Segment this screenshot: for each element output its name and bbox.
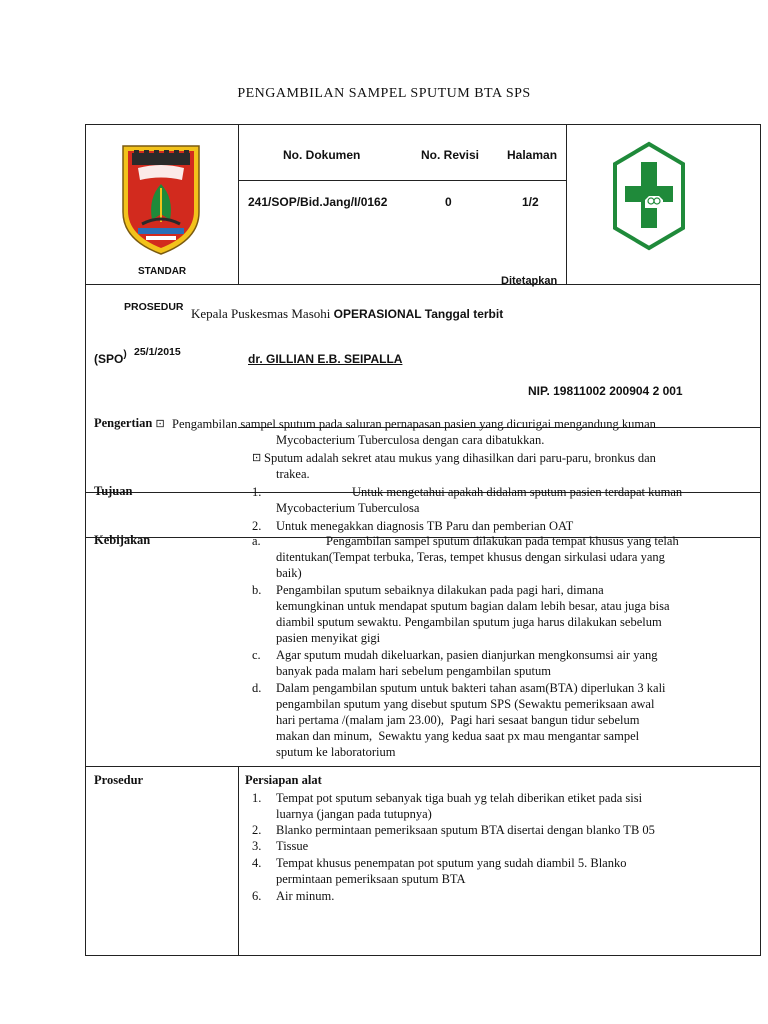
prosedur-item-1-line1: Tempat pot sputum sebanyak tiga buah yg telah diberikan etiket pada sisi: [276, 791, 643, 805]
kebijakan-c-line2: banyak pada malam hari sebelum pengambilan sputum: [276, 664, 551, 678]
kebijakan-c-line1: Agar sputum mudah dikeluarkan, pasien dianjurkan mengkonsumsi air yang: [276, 648, 658, 662]
bullet-icon: ⊡: [252, 452, 262, 464]
header-divider-left: [238, 124, 239, 284]
kebijakan-d-line5: sputum ke laboratorium: [276, 745, 396, 759]
prosedur-num-2: 2.: [252, 823, 262, 837]
table-border-left: [85, 124, 86, 956]
prosedur-num-1: 1.: [252, 791, 262, 805]
kebijakan-b-line3: diambil sputum sewaktu. Pengambilan sputum juga harus dilakukan sebelum: [276, 615, 662, 629]
tujuan-item-1: Untuk mengetahui apakah didalam sputum pasien terdapat kuman: [352, 485, 683, 499]
tujuan-num-2: 2.: [252, 519, 262, 533]
prosedur-item-4-line1: Tempat khusus penempatan pot sputum yang sudah diambil 5. Blanko: [276, 856, 627, 870]
persiapan-alat-heading: Persiapan alat: [245, 773, 322, 787]
prosedur-divider: [238, 766, 239, 956]
document-title: PENGAMBILAN SAMPEL SPUTUM BTA SPS: [237, 86, 531, 101]
ditetapkan-label: Ditetapkan: [501, 275, 558, 287]
kebijakan-b-line2: kemungkinan untuk mendapat sputum bagian dalam lebih besar, atau juga bisa: [276, 599, 670, 613]
kepala-label: Kepala Puskesmas Masohi: [191, 306, 331, 321]
puskesmas-logo-svg: [611, 140, 687, 252]
prosedur-line: [85, 766, 761, 767]
prosedur-item-3: Tissue: [276, 839, 309, 853]
kebijakan-a-line1: Pengambilan sampel sputum dilakukan pada tempat khusus yang telah: [326, 534, 679, 548]
col-revisi-label: No. Revisi: [421, 148, 480, 162]
nip-value: NIP. 19811002 200904 2 001: [528, 384, 683, 398]
kebijakan-num-c: c.: [252, 648, 261, 662]
prosedur-item-1-line2: luarnya (jangan pada tutupnya): [276, 807, 432, 821]
col-halaman-label: Halaman: [507, 148, 558, 162]
kebijakan-d-line3: hari pertama /(malam jam 23.00), Pagi hari sesaat bangun tidur sebelum: [276, 713, 640, 727]
regency-crest-logo: [118, 140, 204, 258]
puskesmas-logo: [611, 140, 687, 252]
kebijakan-num-a: a.: [252, 534, 261, 548]
kepala-puskesmas-line: [191, 306, 503, 322]
tanggal-terbit-value: 25/1/2015: [134, 346, 181, 358]
pengertian-item-1-cont: Mycobacterium Tuberculosa dengan cara dibatukkan.: [276, 433, 545, 447]
prosedur-label: Prosedur: [94, 773, 144, 787]
kebijakan-num-b: b.: [252, 583, 262, 597]
prosedur-item-6: Air minum.: [276, 889, 335, 903]
tujuan-item-2: Untuk menegakkan diagnosis TB Paru dan pemberian OAT: [276, 519, 574, 533]
header-divider-right: [566, 124, 567, 284]
kebijakan-label: Kebijakan: [94, 533, 151, 547]
prosedur-item-2: Blanko permintaan pemeriksaan sputum BTA disertai dengan blanko TB 05: [276, 823, 655, 837]
kebijakan-a-line3: baik): [276, 566, 302, 580]
spo-label: [94, 349, 127, 366]
spo-close: ): [123, 349, 127, 360]
regency-crest-svg: [118, 140, 204, 258]
prosedur-num-6: 6.: [252, 889, 262, 903]
kebijakan-d-line2: pengambilan sputum yang disebut sputum SPS (Sewaktu pemeriksaan awal: [276, 697, 655, 711]
tujuan-num-1: 1.: [252, 485, 262, 499]
kebijakan-a-line2: ditentukan(Tempat terbuka, Teras, tempet khusus dengan sirkulasi udara yang: [276, 550, 665, 564]
pengertian-label-text: Pengertian: [94, 416, 153, 430]
kepala-name: dr. GILLIAN E.B. SEIPALLA: [248, 352, 403, 366]
operasional-label: OPERASIONAL Tanggal terbit: [333, 307, 504, 321]
bullet-icon: ⊡: [155, 418, 165, 430]
header-bottom-line: [85, 284, 761, 285]
table-border-right: [760, 124, 761, 956]
col-dokumen-label: No. Dokumen: [283, 148, 361, 162]
pengertian-item-2: Sputum adalah sekret atau mukus yang dihasilkan dari paru-paru, bronkus dan: [264, 451, 656, 465]
revisi-value: 0: [445, 195, 452, 209]
kebijakan-d-line4: makan dan minum, Sewaktu yang kedua saat px mau mengantar sampel: [276, 729, 640, 743]
halaman-value: 1/2: [522, 195, 539, 209]
kebijakan-d-line1: Dalam pengambilan sputum untuk bakteri tahan asam(BTA) diperlukan 3 kali: [276, 681, 666, 695]
spo-open: (SPO: [94, 352, 124, 366]
prosedur-header-label: PROSEDUR: [124, 301, 184, 313]
dokumen-value: 241/SOP/Bid.Jang/I/0162: [248, 195, 388, 209]
prosedur-item-4-line2: permintaan pemeriksaan sputum BTA: [276, 872, 466, 886]
kebijakan-num-d: d.: [252, 681, 262, 695]
pengertian-item-2-cont: trakea.: [276, 467, 310, 481]
pengertian-label: [94, 416, 165, 431]
kebijakan-b-line1: Pengambilan sputum sebaiknya dilakukan pada pagi hari, dimana: [276, 583, 604, 597]
pengertian-item-1: Pengambilan sampel sputum pada saluran pernapasan pasien yang dicurigai mengandung kuman: [172, 417, 656, 431]
tujuan-item-1-cont: Mycobacterium Tuberculosa: [276, 501, 420, 515]
prosedur-num-3: 3.: [252, 839, 262, 853]
tujuan-label: Tujuan: [94, 484, 133, 498]
standar-label: STANDAR: [138, 266, 187, 277]
prosedur-num-4: 4.: [252, 856, 262, 870]
table-border-bottom: [85, 955, 761, 956]
kebijakan-b-line4: pasien menyikat gigi: [276, 631, 381, 645]
header-row-divider: [238, 180, 566, 181]
table-border-top: [85, 124, 761, 125]
